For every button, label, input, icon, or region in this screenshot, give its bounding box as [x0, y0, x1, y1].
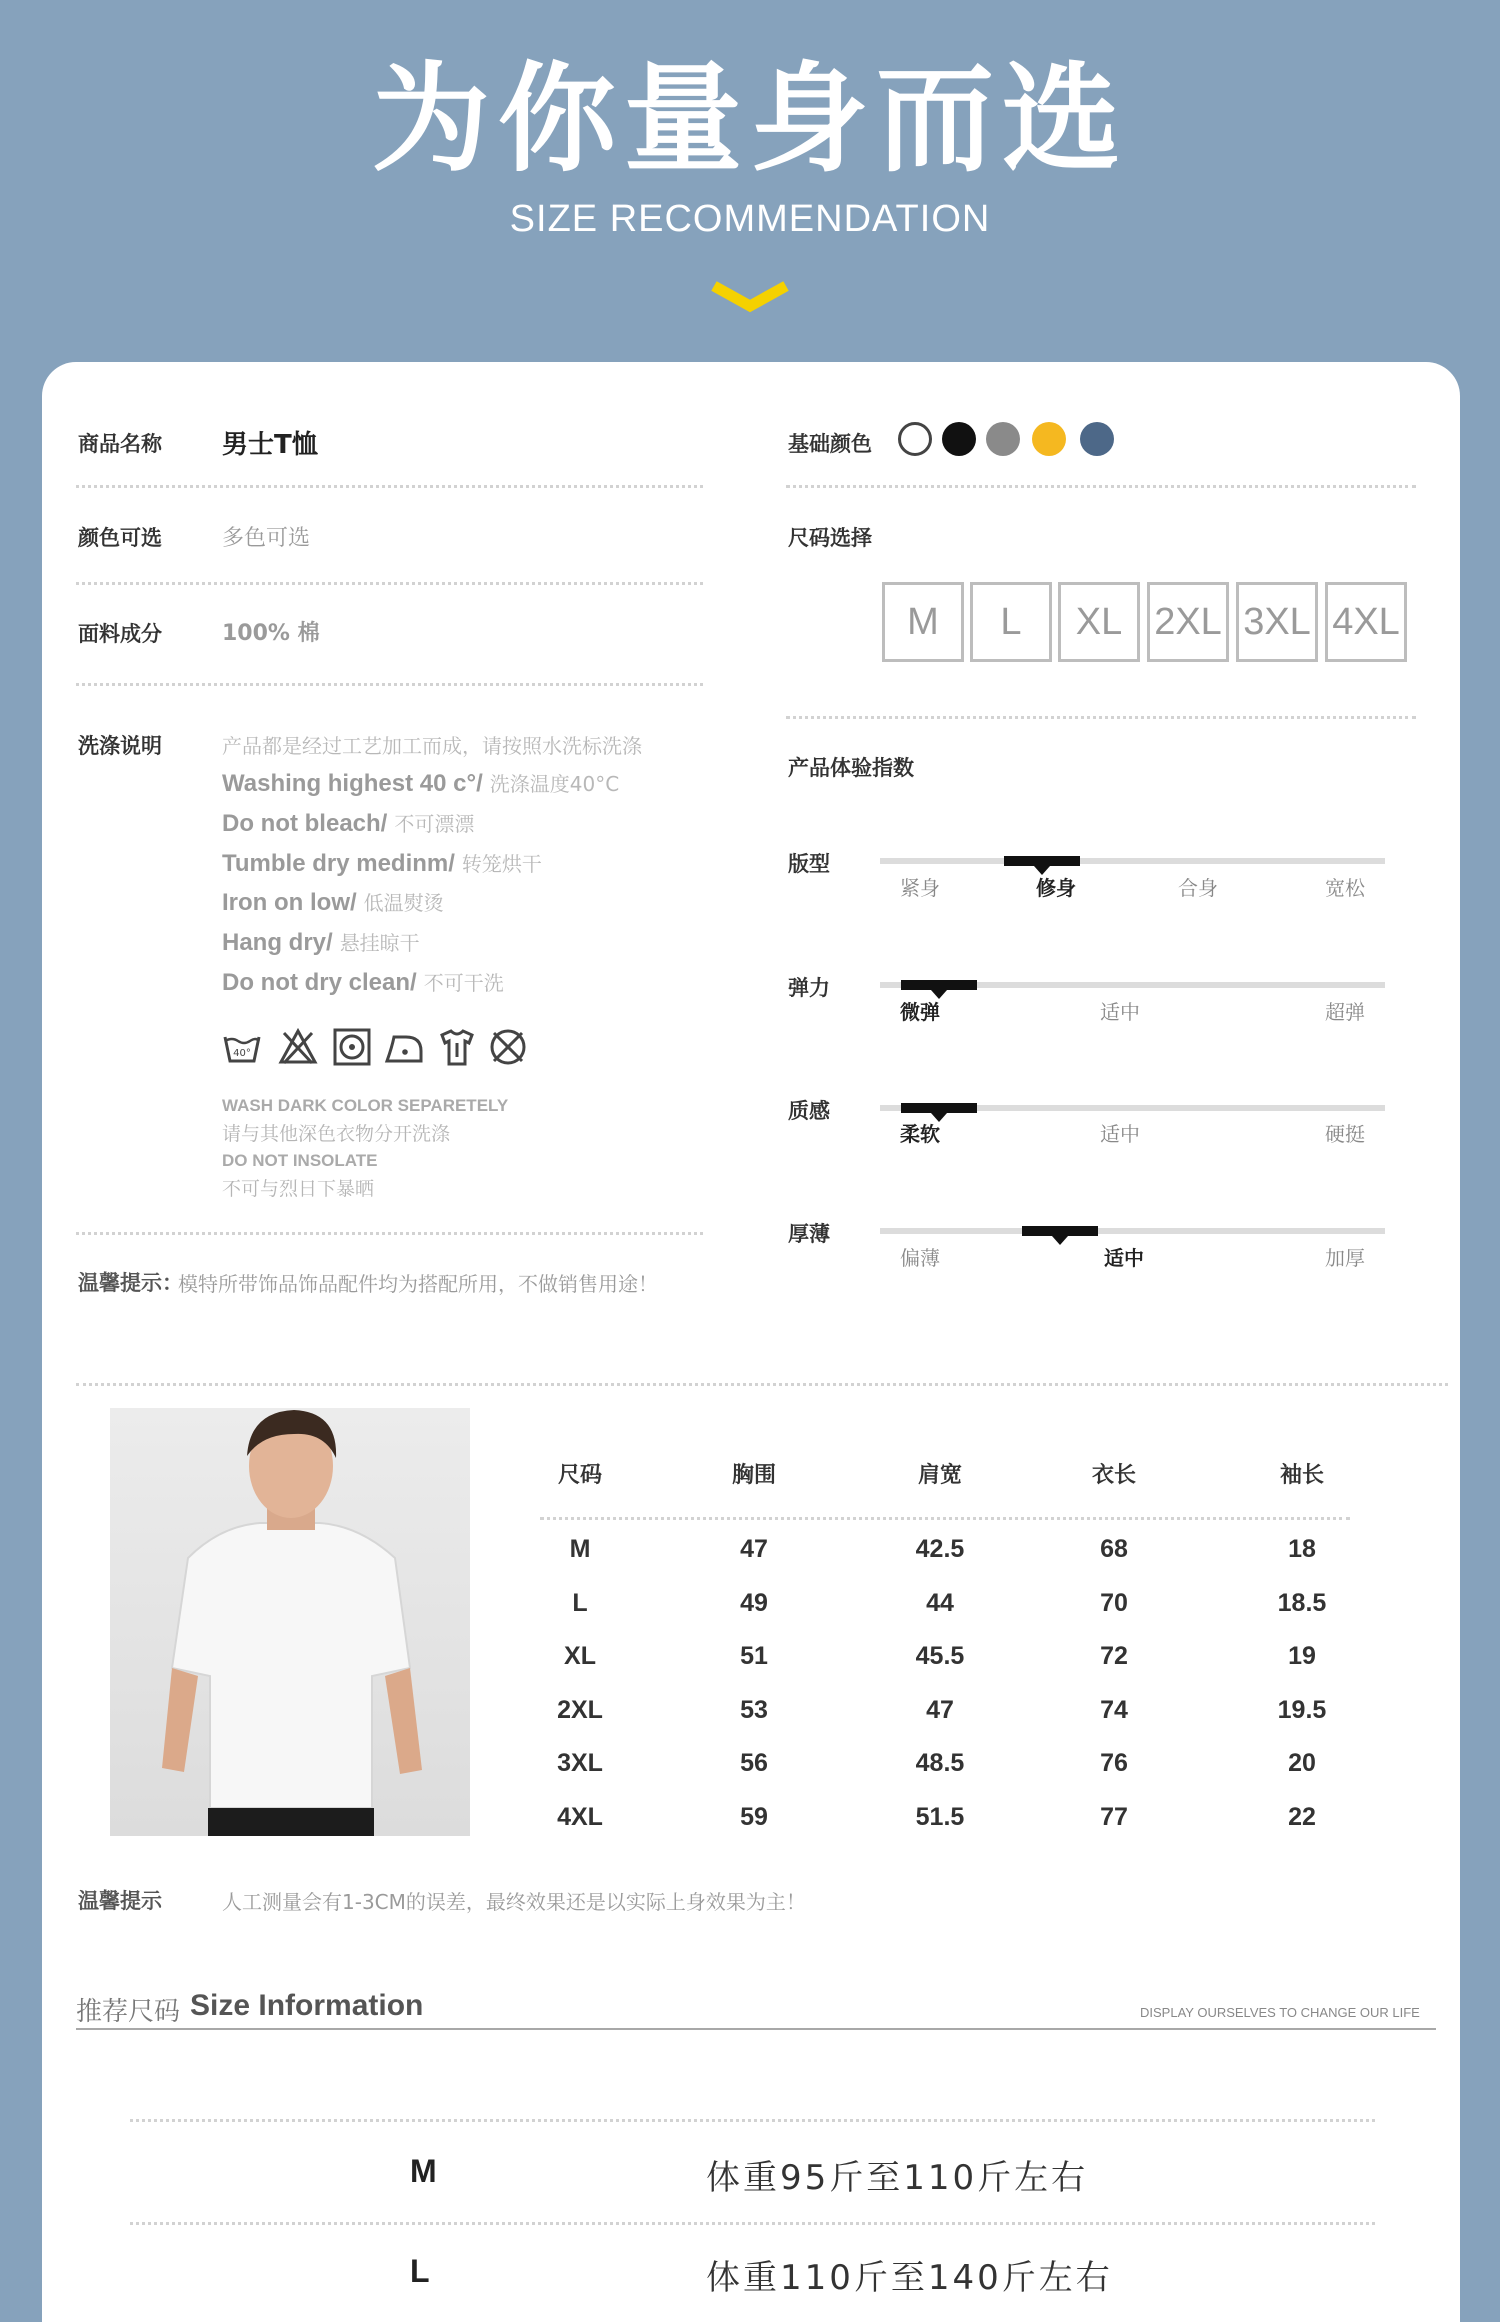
rec-desc: 体重95斤至110斤左右 [706, 2158, 1089, 2198]
divider [76, 582, 703, 585]
table-cell: 44 [926, 1588, 954, 1617]
table-cell: 47 [926, 1695, 954, 1724]
scale-marker [1022, 1226, 1098, 1236]
wash-label: 洗涤说明 [78, 734, 162, 758]
divider [76, 1383, 1448, 1386]
table-cell-size: 4XL [557, 1802, 603, 1831]
table-cell: 77 [1100, 1802, 1128, 1831]
table-header: 袖长 [1279, 1463, 1324, 1488]
color-swatch-blue[interactable] [1080, 422, 1114, 456]
insolate-note-en: DO NOT INSOLATE [222, 1151, 378, 1170]
size-option-3xl[interactable]: 3XL [1236, 582, 1318, 662]
fabric-label: 面料成分 [78, 622, 162, 646]
scale-option: 合身 [1178, 876, 1218, 900]
wash-line: Washing highest 40 c°/ 洗涤温度40°C [222, 770, 620, 797]
product-name-label: 商品名称 [78, 432, 162, 456]
table-cell: 19 [1288, 1642, 1316, 1670]
tip-text: 人工测量会有1-3CM的误差，最终效果还是以实际上身效果为主！ [222, 1890, 806, 1914]
product-name-value: 男士T恤 [222, 430, 318, 460]
color-option-label: 颜色可选 [78, 526, 162, 550]
scale-marker [901, 1103, 977, 1113]
scale-label: 质感 [788, 1099, 830, 1123]
iron-low-icon [384, 1027, 424, 1067]
table-cell: 49 [740, 1588, 768, 1617]
model-photo [110, 1408, 470, 1836]
table-cell-size: M [569, 1535, 591, 1563]
scale-track [880, 858, 1385, 864]
table-header-divider [540, 1517, 1350, 1520]
scale-option: 硬挺 [1325, 1122, 1365, 1146]
scale-option: 紧身 [900, 876, 940, 900]
table-cell-size: 2XL [557, 1695, 603, 1724]
tip-label: 温馨提示 [78, 1889, 162, 1913]
scale-track [880, 1228, 1385, 1234]
scale-label: 弹力 [788, 976, 830, 1000]
scale-marker [901, 980, 977, 990]
table-cell: 56 [740, 1749, 768, 1777]
table-cell: 51.5 [915, 1802, 965, 1831]
size-option-4xl[interactable]: 4XL [1325, 582, 1407, 662]
table-cell: 18.5 [1277, 1588, 1327, 1617]
scale-option: 适中 [1104, 1246, 1144, 1270]
divider [130, 2222, 1375, 2225]
table-cell: 47 [740, 1535, 768, 1563]
size-option-xl[interactable]: XL [1058, 582, 1140, 662]
size-info-title-en: Size Information [190, 1989, 424, 2022]
table-header: 衣长 [1091, 1463, 1136, 1488]
table-header: 尺码 [557, 1463, 602, 1488]
table-cell-size: 3XL [557, 1749, 603, 1777]
wash-line: Do not bleach/ 不可漂漂 [222, 810, 475, 837]
tip-text: 模特所带饰品饰品配件均为搭配所用，不做销售用途！ [178, 1272, 658, 1296]
table-cell: 22 [1288, 1802, 1316, 1831]
scale-label: 版型 [788, 852, 830, 876]
divider [76, 683, 703, 686]
rec-desc: 体重110斤至140斤左右 [706, 2258, 1113, 2298]
table-cell: 74 [1100, 1695, 1128, 1724]
size-option-m[interactable]: M [882, 582, 964, 662]
divider [76, 485, 703, 488]
scale-label: 厚薄 [788, 1222, 830, 1246]
table-header: 肩宽 [917, 1463, 962, 1488]
table-cell: 42.5 [915, 1535, 965, 1563]
color-swatch-white[interactable] [898, 422, 932, 456]
table-cell: 45.5 [915, 1642, 965, 1670]
wash-line: Iron on low/ 低温熨烫 [222, 889, 444, 916]
size-select-label: 尺码选择 [788, 526, 872, 550]
size-info-tagline: DISPLAY OURSELVES TO CHANGE OUR LIFE [1140, 2005, 1420, 2020]
wash-note-en: WASH DARK COLOR SEPARETELY [222, 1096, 509, 1115]
scale-option: 修身 [1036, 876, 1076, 900]
color-option-value: 多色可选 [222, 526, 311, 551]
scale-option: 宽松 [1325, 876, 1365, 900]
no-bleach-icon [278, 1027, 318, 1067]
table-cell: 59 [740, 1802, 768, 1831]
svg-text:40°: 40° [233, 1048, 251, 1059]
tip-label: 温馨提示： [78, 1271, 183, 1295]
wash-line: Hang dry/ 悬挂晾干 [222, 929, 420, 956]
chevron-down-icon [710, 278, 790, 318]
fabric-value: 100% 棉 [222, 621, 320, 646]
table-cell: 18 [1288, 1535, 1316, 1563]
scale-marker [1004, 856, 1080, 866]
page-title: 为你量身而选 [371, 50, 1128, 188]
color-swatch-black[interactable] [942, 422, 976, 456]
divider [786, 485, 1416, 488]
wash-line: Tumble dry medinm/ 转笼烘干 [222, 850, 542, 877]
tumble-dry-icon [332, 1027, 372, 1067]
table-cell: 70 [1100, 1588, 1128, 1617]
scale-marker-tick [1052, 1236, 1068, 1245]
experience-label: 产品体验指数 [788, 756, 914, 780]
size-info-title-zh: 推荐尺码 [76, 1997, 181, 2027]
size-info-rule [76, 2028, 1436, 2030]
hang-dry-icon [437, 1027, 477, 1067]
wash-intro: 产品都是经过工艺加工而成，请按照水洗标洗涤 [222, 734, 642, 758]
scale-option: 适中 [1100, 1122, 1140, 1146]
table-cell: 68 [1100, 1535, 1128, 1563]
table-cell-size: L [572, 1588, 588, 1617]
wash-40-icon [222, 1027, 262, 1067]
divider [76, 1232, 703, 1235]
rec-size: M [410, 2153, 437, 2189]
table-cell: 72 [1100, 1642, 1128, 1670]
no-dry-clean-icon [488, 1027, 528, 1067]
table-cell: 19.5 [1277, 1695, 1327, 1724]
table-header: 胸围 [731, 1463, 776, 1488]
page-subtitle: SIZE RECOMMENDATION [509, 198, 991, 240]
table-cell: 51 [740, 1642, 768, 1670]
divider [786, 716, 1416, 719]
wash-line: Do not dry clean/ 不可干洗 [222, 969, 504, 996]
scale-option: 微弹 [900, 1000, 940, 1024]
color-swatch-yellow[interactable] [1032, 422, 1066, 456]
insolate-note-zh: 不可与烈日下暴晒 [222, 1178, 375, 1200]
divider [130, 2119, 1375, 2122]
wash-note-zh: 请与其他深色衣物分开洗涤 [222, 1123, 451, 1145]
table-cell: 20 [1288, 1749, 1316, 1777]
size-option-l[interactable]: L [970, 582, 1052, 662]
table-cell: 53 [740, 1695, 768, 1724]
scale-option: 柔软 [900, 1122, 940, 1146]
color-swatch-gray[interactable] [986, 422, 1020, 456]
table-cell-size: XL [564, 1642, 596, 1670]
rec-size: L [410, 2253, 430, 2289]
scale-option: 超弹 [1325, 1000, 1365, 1024]
table-cell: 76 [1100, 1749, 1128, 1777]
scale-option: 适中 [1100, 1000, 1140, 1024]
size-option-2xl[interactable]: 2XL [1147, 582, 1229, 662]
base-color-label: 基础颜色 [788, 432, 872, 456]
scale-option: 偏薄 [900, 1246, 940, 1270]
table-cell: 48.5 [915, 1749, 965, 1777]
scale-option: 加厚 [1325, 1246, 1365, 1270]
